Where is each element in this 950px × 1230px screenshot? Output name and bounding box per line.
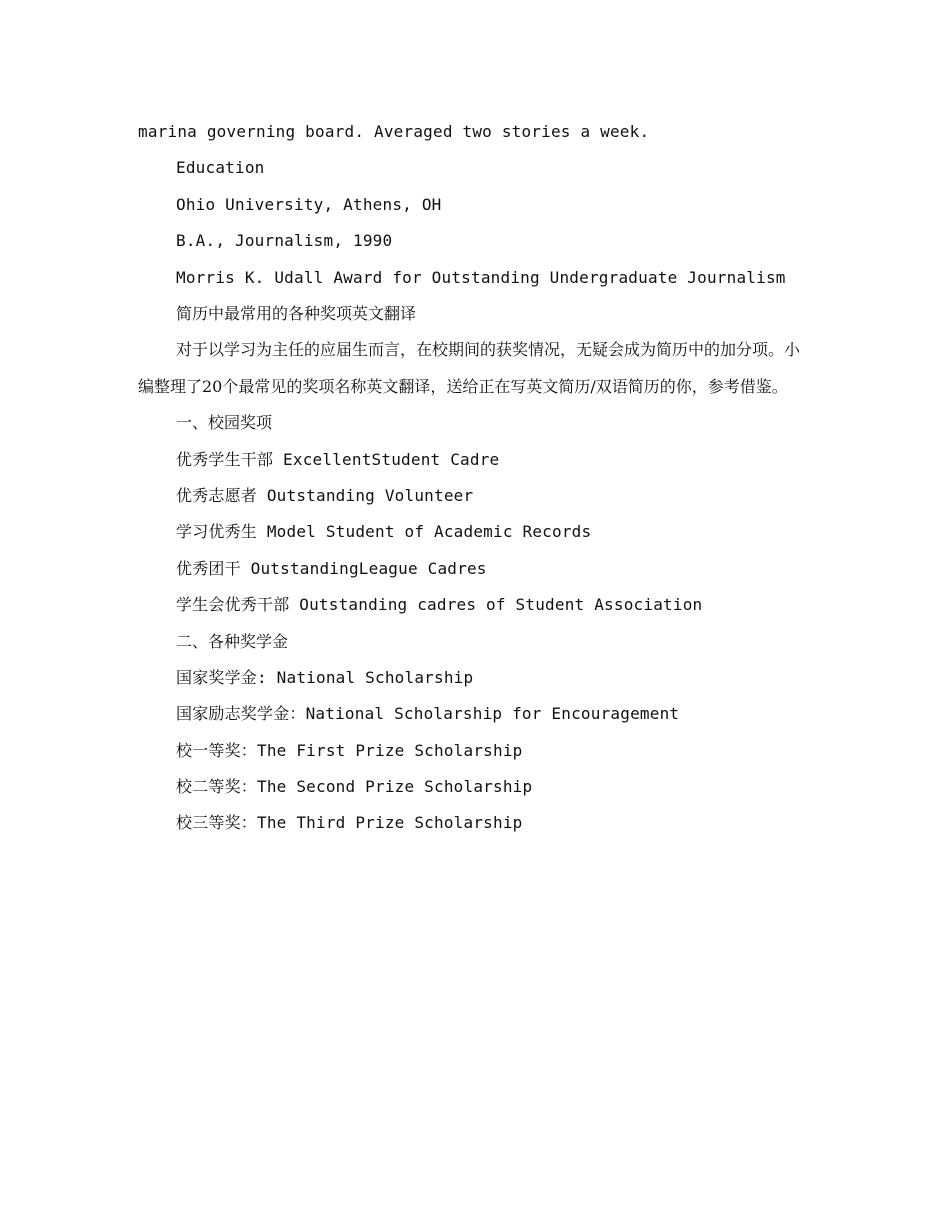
list-item: 校一等奖：The First Prize Scholarship bbox=[176, 740, 523, 760]
list-item: 国家奖学金: National Scholarship bbox=[176, 667, 474, 687]
list-item: 学习优秀生 Model Student of Academic Records bbox=[176, 522, 592, 542]
education-school: Ohio University, Athens, OH bbox=[176, 194, 442, 214]
intro-paragraph: 对于以学习为主任的应届生而言，在校期间的获奖情况，无疑会成为简历中的加分项。小编整理了20个最常见的奖项名称英文翻译，送给正在写英文简历/双语简历的你，参考借鉴。 bbox=[138, 340, 801, 396]
list-item: 优秀团干 OutstandingLeague Cadres bbox=[176, 558, 487, 578]
education-degree: B.A., Journalism, 1990 bbox=[176, 231, 393, 251]
awards-title: 简历中最常用的各种奖项英文翻译 bbox=[176, 303, 417, 323]
education-heading: Education bbox=[176, 158, 265, 178]
list-item: 校三等奖：The Third Prize Scholarship bbox=[176, 813, 523, 833]
list-item: 学生会优秀干部 Outstanding cadres of Student Association bbox=[176, 595, 703, 615]
section-heading-scholarships: 二、各种奖学金 bbox=[176, 631, 289, 651]
list-item: 国家励志奖学金：National Scholarship for Encouragement bbox=[176, 704, 680, 724]
document-body bbox=[138, 114, 818, 842]
list-item: 校二等奖：The Second Prize Scholarship bbox=[176, 777, 533, 797]
education-award: Morris K. Udall Award for Outstanding Undergraduate Journalism bbox=[176, 267, 786, 287]
list-item: 优秀学生干部 ExcellentStudent Cadre bbox=[176, 449, 500, 469]
section-heading-campus-awards: 一、校园奖项 bbox=[176, 413, 273, 433]
continuation-line: marina governing board. Averaged two stories a week. bbox=[138, 122, 650, 141]
list-item: 优秀志愿者 Outstanding Volunteer bbox=[176, 485, 474, 505]
